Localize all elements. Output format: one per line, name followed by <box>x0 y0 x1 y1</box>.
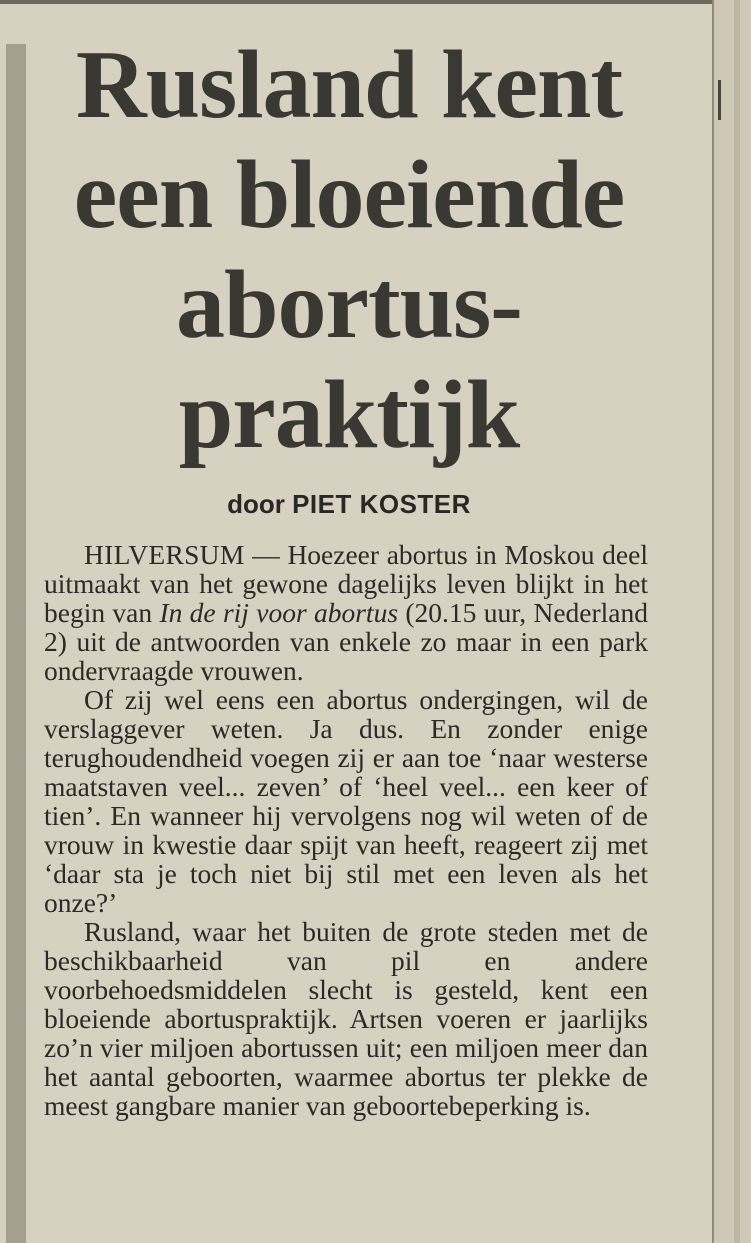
paragraph-3: Rusland, waar het buiten de grote steden met de beschikbaarheid van pil en andere voorbehoedsmiddelen slecht is gesteld, kent een bloeiende abortuspraktijk. Artsen voeren er jaarlijks zo’n vier miljoen abortussen uit; een miljoen meer dan het aantal geboorten, waarmee abortus ter plekke de meest gangbare manier van geboortebeperking is. <box>44 916 648 1121</box>
headline-line: Rusland kent <box>75 31 623 139</box>
article-body <box>44 540 648 1120</box>
edge-mark <box>718 80 721 120</box>
paragraph-1-text-after: (20.15 uur, Nederland 2) uit de antwoorden van enkele zo maar in een park ondervraagde vrouwen. <box>44 597 648 686</box>
headline-line: abortus- <box>176 251 522 359</box>
paragraph-1 <box>44 540 648 685</box>
headline <box>44 30 654 470</box>
headline-line: een bloeiende <box>73 141 625 249</box>
headline-line: praktijk <box>178 361 520 469</box>
byline-prefix: door <box>227 489 285 519</box>
byline-author: PIET KOSTER <box>292 489 471 519</box>
paragraph-2: Of zij wel eens een abortus ondergingen, wil de verslaggever weten. Ja dus. En zonder enige terughoudendheid voegen zij er aan toe ‘naar westerse maatstaven veel... zeven’ of ‘heel veel... een keer of tien’. En wanneer hij vervolgens nog wil weten of de vrouw in kwestie daar spijt van heeft, reageert zij met ‘daar sta je toch niet bij stil met een leven als het onze?’ <box>44 684 648 918</box>
byline <box>44 488 654 520</box>
column-gutter-bar <box>6 44 26 1243</box>
program-title: In de rij voor abortus <box>159 597 399 628</box>
top-rule <box>0 0 715 4</box>
paragraph-1-text-before: — Hoezeer abortus in Moskou deel uitmaakt van het gewone dagelijks leven blijkt in het begin van <box>44 539 648 628</box>
adjacent-page-edge <box>712 0 751 1243</box>
page-edge-shadow <box>734 0 740 1243</box>
article <box>44 30 704 1120</box>
dateline: HILVERSUM <box>84 539 245 570</box>
